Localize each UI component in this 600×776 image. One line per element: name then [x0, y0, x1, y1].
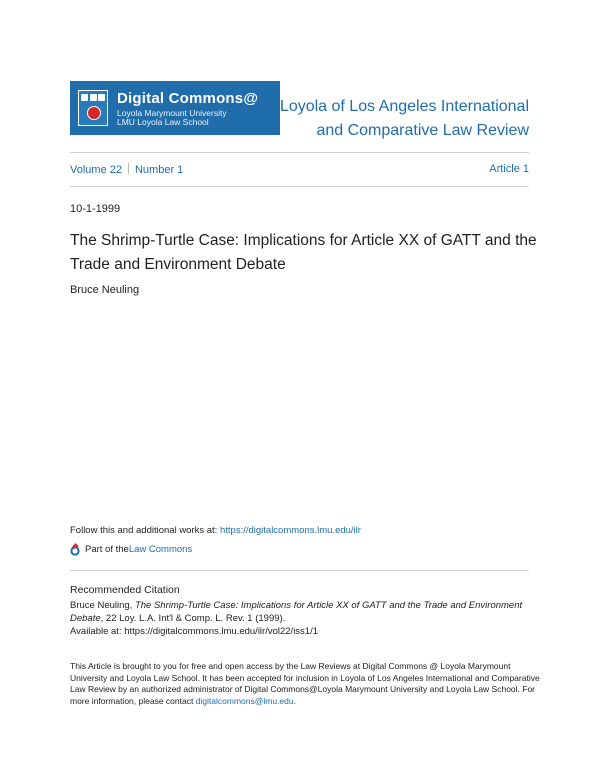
notice-text: This Article is brought to you for free and open access by the Law Reviews at Digital Commons @ Loyola Marymount University and Loyola Law School. It has been accepted for inclusion in Loyola of Los Angeles International and Comparative Law Review by an authorized administrator of Digital Commons@Loyola Marymount University and Loyola Law School. For more information, please contact	[70, 661, 540, 706]
citation-author: Bruce Neuling,	[70, 600, 135, 611]
notice-end: .	[293, 695, 296, 706]
lmu-crest-icon	[78, 90, 108, 126]
divider-issue	[70, 186, 529, 187]
issue-bar	[70, 163, 529, 177]
available-prefix: Available at:	[70, 626, 125, 637]
publication-date: 10-1-1999	[70, 203, 121, 215]
part-of-line	[70, 543, 192, 556]
volume-link[interactable]: Volume 22	[70, 164, 122, 176]
author-name: Bruce Neuling	[70, 284, 140, 296]
open-access-icon	[70, 543, 82, 556]
available-url[interactable]: https://digitalcommons.lmu.edu/ilr/vol22/iss1/1	[124, 626, 319, 637]
divider-citation	[70, 570, 529, 571]
available-at-line	[70, 626, 318, 637]
digital-commons-logo[interactable]	[70, 81, 280, 135]
follow-line	[70, 525, 361, 536]
logo-subtitle-university: Loyola Marymount University	[117, 108, 227, 118]
follow-prefix: Follow this and additional works at:	[70, 525, 220, 536]
part-of-prefix: Part of the	[85, 544, 129, 555]
access-notice	[70, 661, 540, 707]
citation-source: , 22 Loy. L.A. Int'l & Comp. L. Rev. 1 (1999).	[100, 613, 286, 624]
number-link[interactable]: Number 1	[134, 164, 184, 176]
issue-separator	[128, 163, 129, 174]
follow-url-link[interactable]: https://digitalcommons.lmu.edu/ilr	[219, 525, 361, 536]
contact-email-link[interactable]: digitalcommons@lmu.edu	[195, 695, 294, 706]
law-commons-link[interactable]: Law Commons	[128, 544, 193, 555]
journal-title-link[interactable]	[280, 95, 529, 143]
citation-title: The Shrimp-Turtle Case: Implications for Article XX of GATT and the Trade and Environment Debate	[70, 600, 523, 624]
recommended-citation-heading: Recommended Citation	[70, 584, 180, 596]
journal-title-line2: and Comparative Law Review	[316, 122, 529, 139]
article-link[interactable]: Article 1	[489, 163, 529, 175]
journal-title-line1: Loyola of Los Angeles International	[279, 98, 529, 115]
citation-text	[70, 599, 540, 625]
logo-title: Digital Commons@	[117, 90, 259, 107]
logo-subtitle-school: LMU Loyola Law School	[117, 117, 209, 127]
divider-top	[70, 152, 529, 153]
article-title: The Shrimp-Turtle Case: Implications for Article XX of GATT and the Trade and Environment Debate	[70, 232, 537, 273]
